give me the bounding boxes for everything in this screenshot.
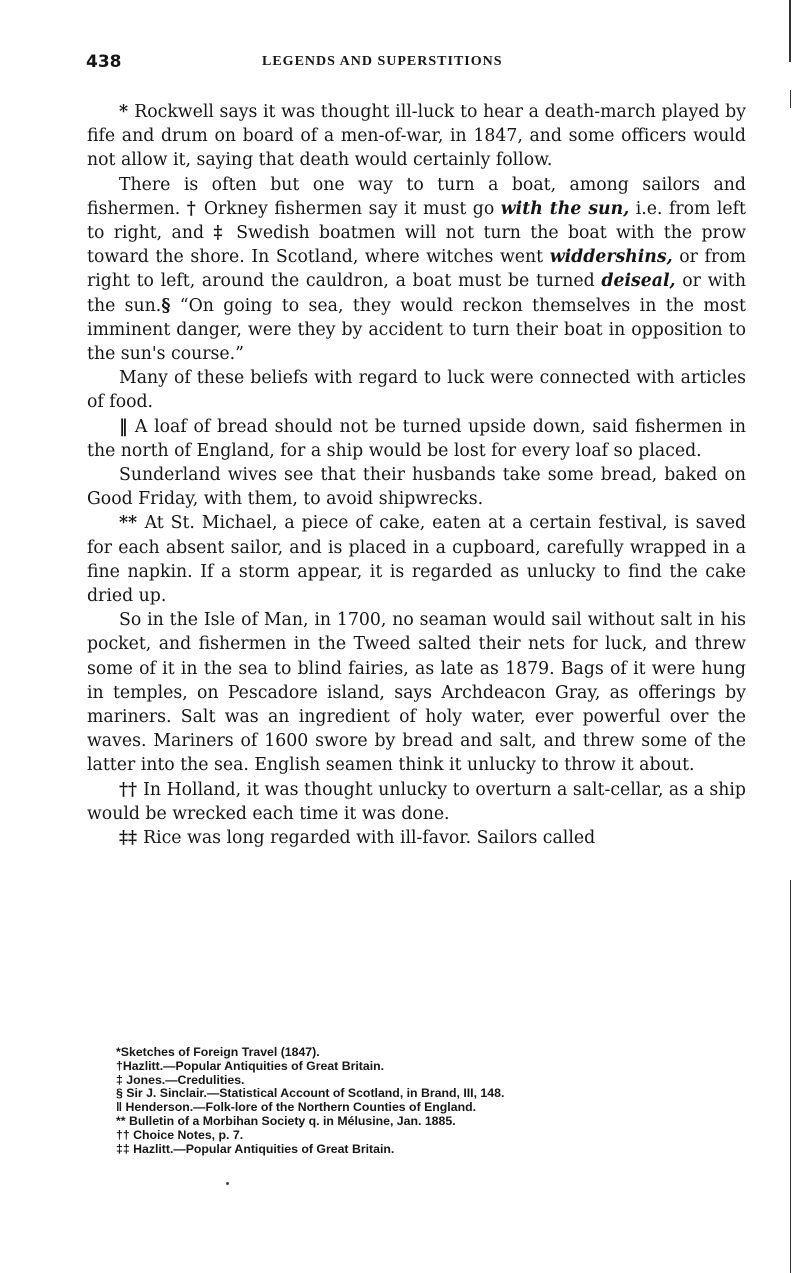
paragraph-sunderland	[87, 463, 746, 511]
paragraph-text: i.e. from left to right, and	[87, 198, 746, 244]
footnote-item: ‡‡ Hazlitt.—Popular Antiquities of Great Britain.	[116, 1141, 395, 1156]
paragraph-text: In Holland, it was thought unlucky to overturn a salt-cellar, as a ship would be wrecked each time it was done.	[87, 779, 746, 824]
paragraph-text: or from right to left, around the cauldron, a boat must be turned	[87, 247, 746, 292]
italic-phrase: with the sun,	[500, 198, 630, 219]
footnote-item: ** Bulletin of a Morbihan Society q. in Mélusine, Jan. 1885.	[116, 1113, 456, 1128]
footnotes	[116, 1046, 756, 1156]
paragraph-turning-boat	[87, 173, 746, 367]
page-edge-line	[789, 0, 791, 62]
footnote-item: *Sketches of Foreign Travel (1847).	[116, 1045, 320, 1059]
paragraph-text: Rockwell says it was thought ill-luck to hear a death-march played by fife and drum on board of a men-of-war, in 1847, and some officers would not allow it, saying that death would certainly follow.	[87, 102, 746, 171]
paragraph-holland	[87, 778, 746, 826]
ink-speck	[226, 1182, 229, 1185]
paragraph-loaf	[87, 415, 746, 463]
footnote-item: § Sir J. Sinclair.—Statistical Account of Scotland, in Brand, III, 148.	[116, 1086, 505, 1101]
paragraph-text: At St. Michael, a piece of cake, eaten at a certain festival, is saved for each absent sailor, and is placed in a cupboard, carefully wrapped in a fine napkin. If a storm appear, it is regarded as unlucky to find the cake dried up.	[87, 513, 747, 607]
italic-phrase: widdershins,	[549, 247, 673, 268]
footnote-marker: ‖	[119, 416, 135, 437]
paragraph-text: Many of these beliefs with regard to luck were connected with articles of food.	[87, 368, 746, 413]
footnote-item: ‡ Jones.—Credulities.	[116, 1072, 245, 1087]
footnote-item: ‖ Henderson.—Folk-lore of the Northern Counties of England.	[116, 1100, 477, 1115]
italic-phrase: deiseal,	[601, 271, 676, 292]
paragraph-text: There is often but one way to turn a boat, among sailors and fishermen.	[87, 174, 746, 219]
paragraph-rockwell	[87, 100, 746, 173]
paragraph-salt	[87, 608, 746, 777]
paragraph-text: Swedish boatmen will not turn the boat with the prow toward the shore. In Scotland, where witches went	[87, 223, 746, 268]
paragraph-text: Orkney fishermen say it must go	[203, 198, 501, 219]
footnote-item: †Hazlitt.—Popular Antiquities of Great Britain.	[116, 1058, 385, 1073]
page-header	[86, 52, 746, 76]
paragraph-text: or with the sun.	[87, 271, 746, 316]
footnote-marker: †	[186, 198, 204, 219]
footnote-marker: ‡‡	[119, 828, 144, 849]
footnote-marker: §	[161, 295, 171, 316]
body-text	[87, 100, 746, 850]
page-edge-line	[790, 880, 791, 1273]
paragraph-text: “On going to sea, they would reckon themselves in the most imminent danger, were they by accident to turn their boat in opposition to the sun's course.”	[87, 295, 746, 365]
paragraph-rice	[87, 826, 746, 850]
page-number: 438	[86, 52, 122, 72]
footnote-item: †† Choice Notes, p. 7.	[116, 1127, 244, 1142]
page-edge-line	[790, 90, 791, 108]
footnote-marker: ‡	[213, 223, 237, 244]
footnote-marker: ††	[119, 779, 144, 800]
footnote-marker: *	[119, 102, 135, 122]
paragraph-text: Sunderland wives see that their husbands take some bread, baked on Good Friday, with them, to avoid shipwrecks.	[87, 465, 746, 510]
footnote-marker: **	[119, 513, 145, 534]
paragraph-text: A loaf of bread should not be turned upside down, said fishermen in the north of England, for a ship would be lost for every loaf so placed.	[87, 416, 746, 461]
paragraph-text: Rice was long regarded with ill-favor. Sailors called	[143, 828, 596, 849]
paragraph-text: So in the Isle of Man, in 1700, no seaman would sail without salt in his pocket, and fishermen in the Tweed salted their nets for luck, and threw some of it in the sea to blind fairies, as late as 1879. Bags of it were hung in temples, on Pescadore island, says Archdeacon Gray, as offerings by mariners. Salt was an ingredient of holy water, ever powerful over the waves. Mariners of 1600 swore by bread and salt, and threw some of the latter into the sea. English seamen think it unlucky to throw it about.	[87, 610, 746, 776]
paragraph-st-michael	[87, 511, 746, 608]
running-title: LEGENDS AND SUPERSTITIONS	[262, 54, 503, 69]
paragraph-food	[87, 366, 746, 414]
